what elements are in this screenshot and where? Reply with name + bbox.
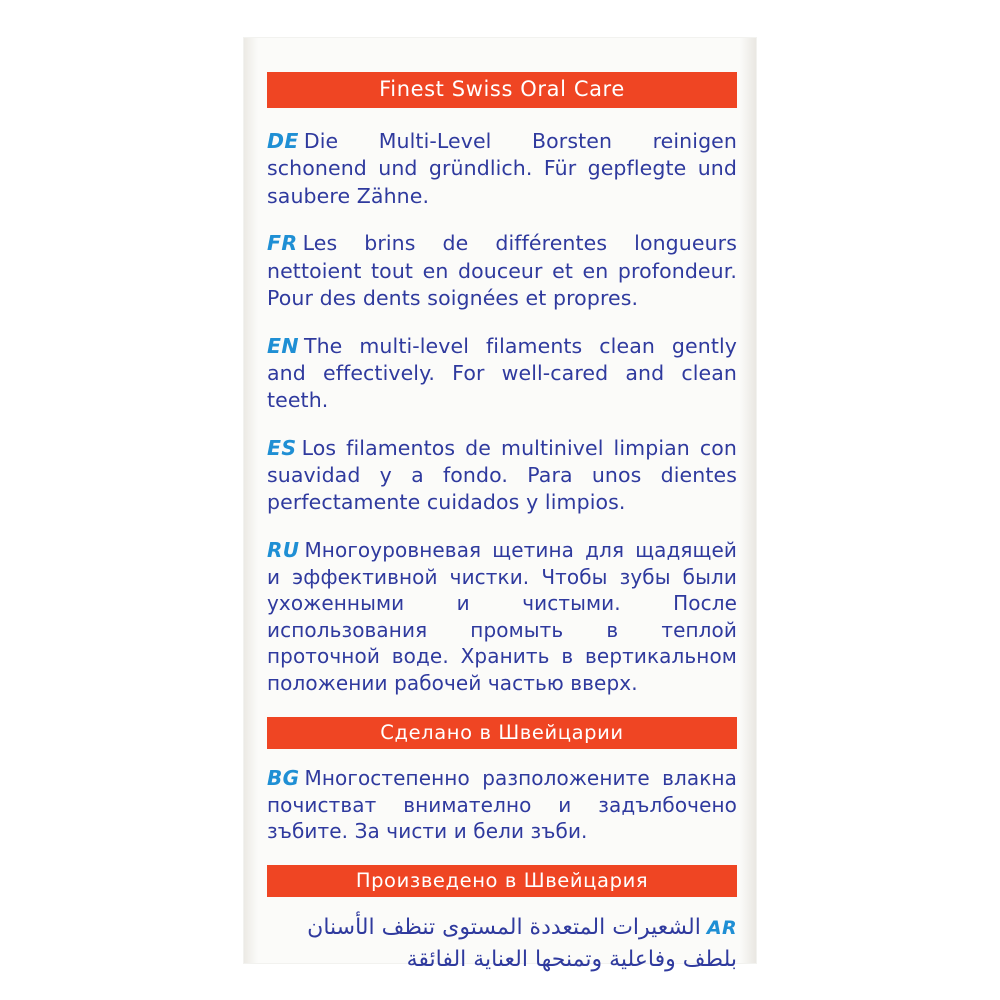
paragraph-en-text: The multi-level filaments clean gently and effectively. For well-cared and clean teeth.	[267, 333, 737, 413]
language-tag-bg: BG	[267, 766, 300, 791]
paragraph-bg-text: Многостепенно разположените влакна почистват внимателно и задълбочено зъбите. За чисти и бели зъби.	[267, 766, 737, 844]
paragraph-es-text: Los filamentos de multinivel limpian con suavidad y a fondo. Para unos dientes perfectamente cuidados y limpios.	[267, 435, 737, 515]
top-banner: Finest Swiss Oral Care	[267, 72, 737, 108]
paragraph-de	[267, 128, 737, 210]
language-tag-ar: AR	[706, 917, 737, 940]
language-tag-fr: FR	[267, 231, 298, 256]
paragraph-ru-text: Многоуровневая щетина для щадящей и эффективной чистки. Чтобы зубы были ухоженными и чистыми. После использования промыть в теплой проточной воде. Хранить в вертикальном положении рабочей частью вверх.	[267, 538, 737, 696]
paragraph-bg	[267, 765, 737, 845]
language-tag-de: DE	[267, 129, 299, 154]
paragraph-ar	[267, 912, 737, 976]
paragraph-en	[267, 333, 737, 415]
language-tag-ru: RU	[267, 538, 300, 563]
paragraph-ru	[267, 537, 737, 697]
paragraph-ar-text: الشعيرات المتعددة المستوى تنظف الأسنان بلطف وفاعلية وتمنحها العناية الفائقة	[307, 915, 737, 973]
lower-banner-made-in-switzerland-bg: Произведено в Швейцария	[267, 865, 737, 897]
paragraph-es	[267, 435, 737, 517]
paragraph-fr	[267, 230, 737, 312]
language-tag-es: ES	[267, 435, 297, 460]
paragraph-de-text: Die Multi-Level Borsten reinigen schonend und gründlich. Für gepflegte und saubere Zähne.	[267, 129, 737, 208]
paragraph-fr-text: Les brins de différentes longueurs nettoient tout en douceur et en profondeur. Pour des dents soignées et propres.	[267, 231, 737, 310]
package-text-content	[267, 72, 737, 998]
product-package-panel	[244, 38, 756, 973]
language-tag-en: EN	[267, 333, 299, 358]
mid-banner-made-in-switzerland-ru: Сделано в Швейцарии	[267, 717, 737, 749]
